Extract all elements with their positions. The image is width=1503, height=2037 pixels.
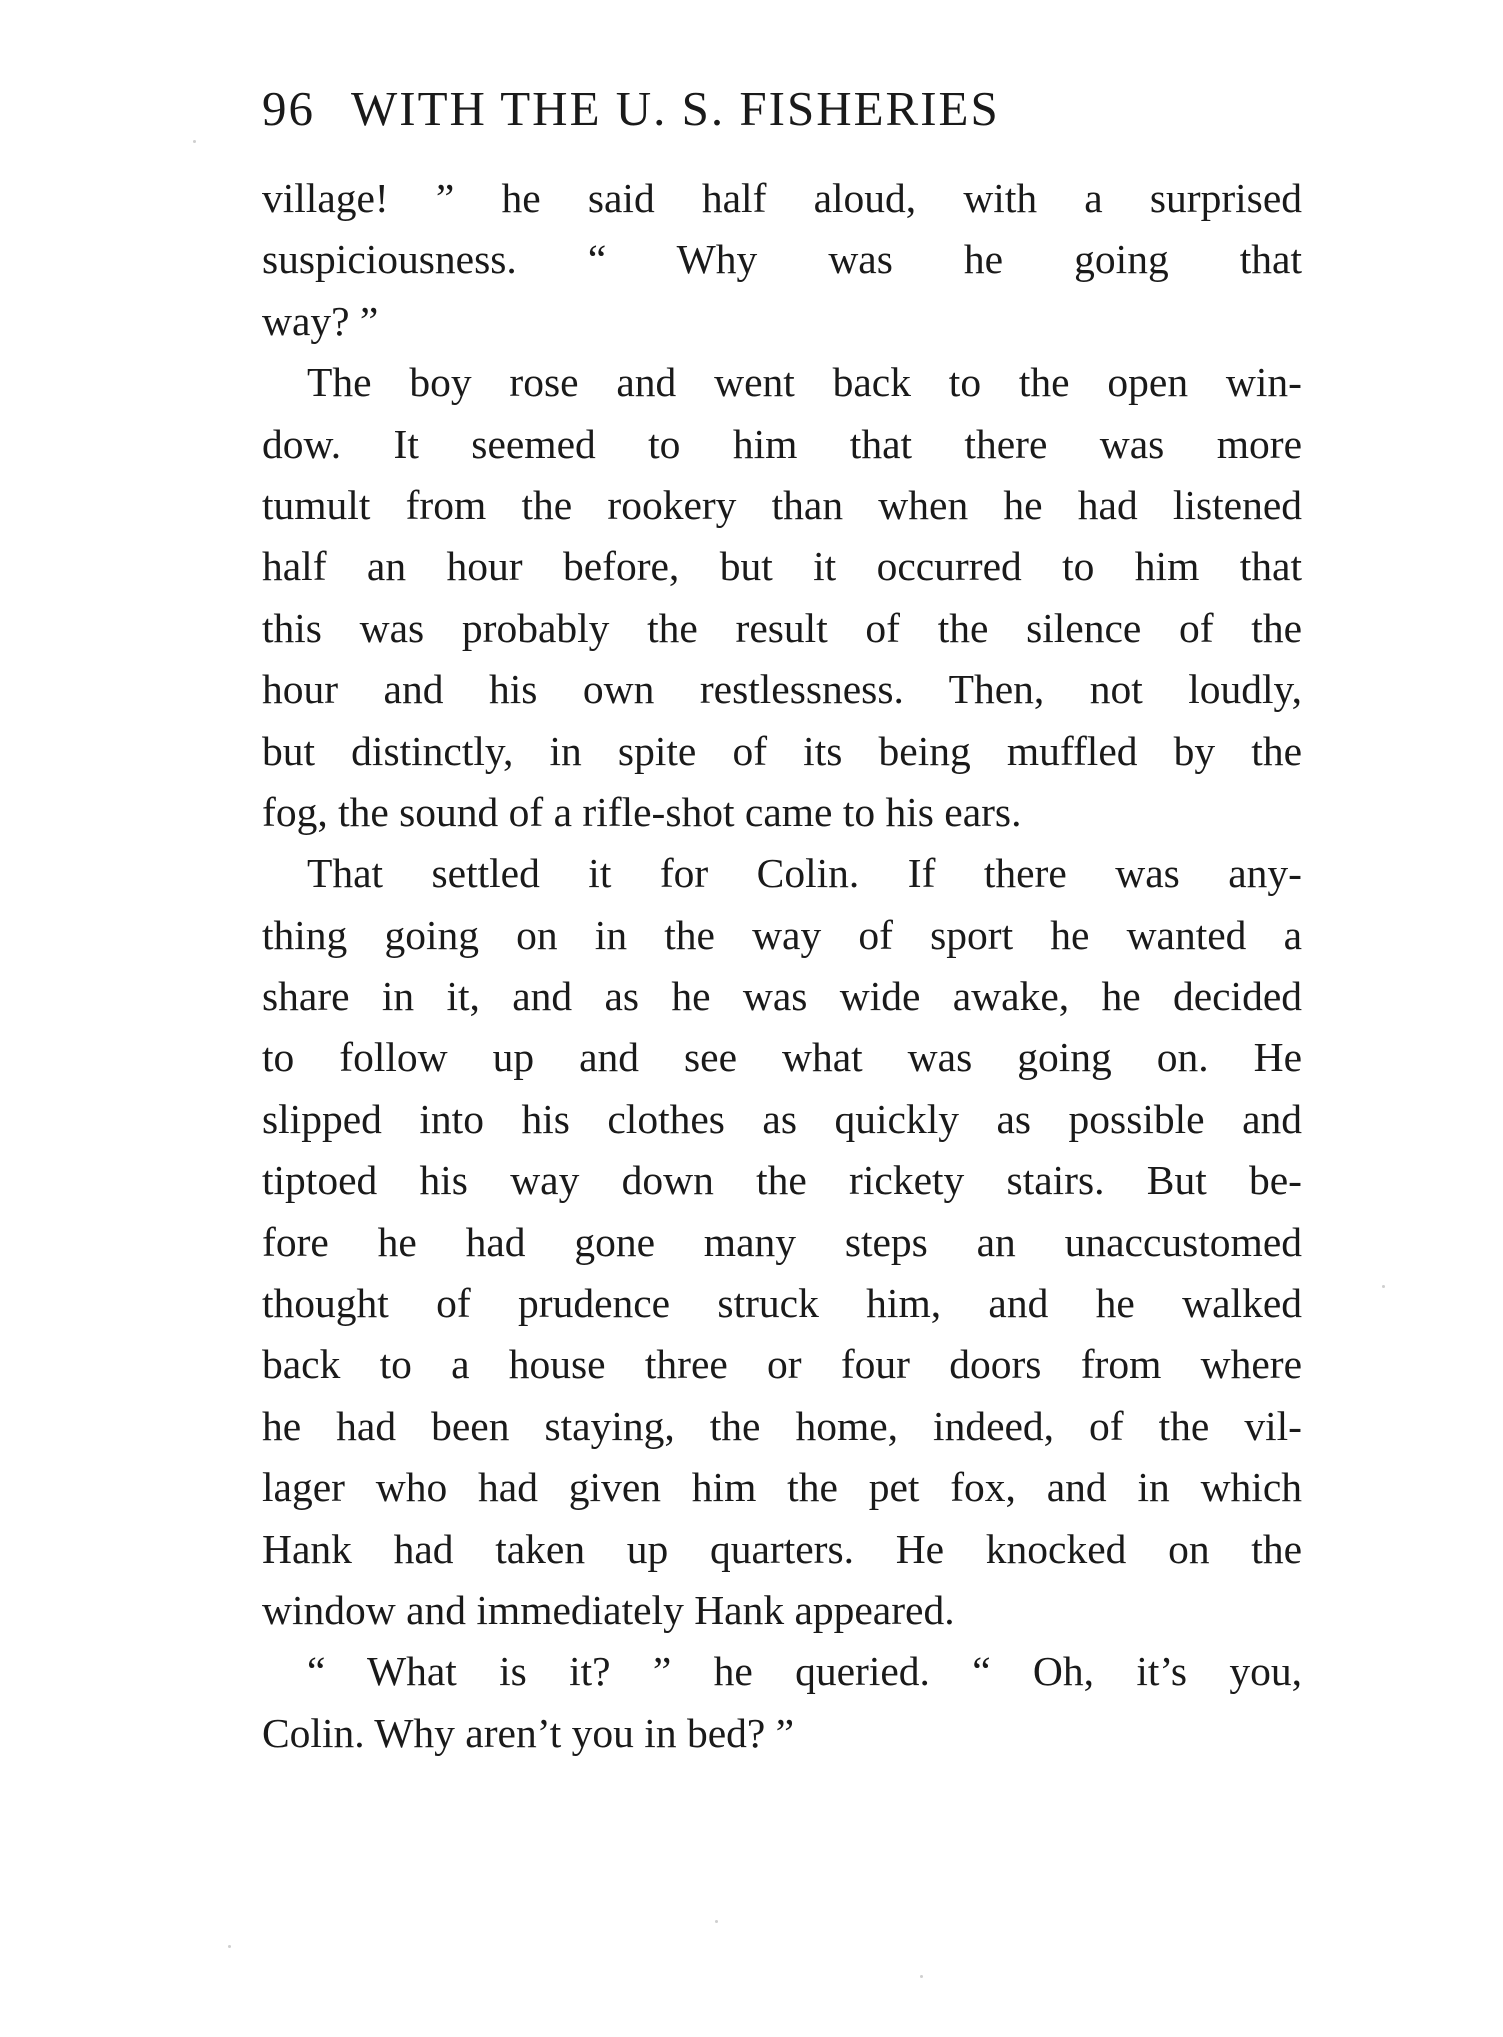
paragraph [262,1641,1302,1764]
text-line: hour and his own restlessness. Then, not loudly, [262,666,1302,713]
text-line: “ What is it? ” he queried. “ Oh, it’s you, [307,1648,1302,1695]
text-line: village! ” he said half aloud, with a surprised [262,175,1302,221]
paragraph [262,168,1302,352]
paragraph [262,352,1302,843]
text-line: lager who had given him the pet fox, and in which [262,1464,1302,1511]
scan-speck [715,1920,718,1923]
text-line: slipped into his clothes as quickly as possible and [262,1095,1302,1142]
running-title: WITH THE U. S. FISHERIES [351,81,1000,136]
scan-speck [193,140,196,143]
text-line: he had been staying, the home, indeed, of the vil- [262,1402,1302,1449]
text-line: tumult from the rookery than when he had listened [262,481,1302,528]
text-line: dow. It seemed to him that there was more [262,420,1302,467]
text-line: share in it, and as he was wide awake, he decided [262,973,1302,1020]
text-line: tiptoed his way down the rickety stairs. But be- [262,1157,1302,1204]
text-line: thing going on in the way of sport he wanted a [262,911,1302,958]
text-line: thought of prudence struck him, and he walked [262,1280,1302,1327]
text-line: back to a house three or four doors from where [262,1341,1302,1388]
text-line: Colin. Why aren’t you in bed? ” [262,1709,795,1756]
text-line: fog, the sound of a rifle-shot came to his ears. [262,788,1022,835]
scan-speck [228,1945,231,1948]
text-line: That settled it for Colin. If there was any- [307,850,1302,897]
text-line: fore he had gone many steps an unaccustomed [262,1218,1302,1265]
scan-speck [1382,1285,1385,1288]
text-line: way? ” [262,297,379,344]
text-line: Hank had taken up quarters. He knocked on the [262,1525,1302,1572]
paragraph [262,843,1302,1641]
text-line: The boy rose and went back to the open win- [307,359,1302,406]
text-line: window and immediately Hank appeared. [262,1586,955,1633]
text-line: but distinctly, in spite of its being muffled by the [262,727,1302,774]
text-line: this was probably the result of the silence of the [262,604,1302,651]
running-header [262,80,1302,137]
text-line: suspiciousness. “ Why was he going that [262,236,1302,283]
text-line: half an hour before, but it occurred to him that [262,543,1302,590]
scan-speck [920,1975,923,1978]
body-text [262,168,1302,1764]
text-line: to follow up and see what was going on. He [262,1034,1302,1081]
page-number: 96 [262,81,315,136]
